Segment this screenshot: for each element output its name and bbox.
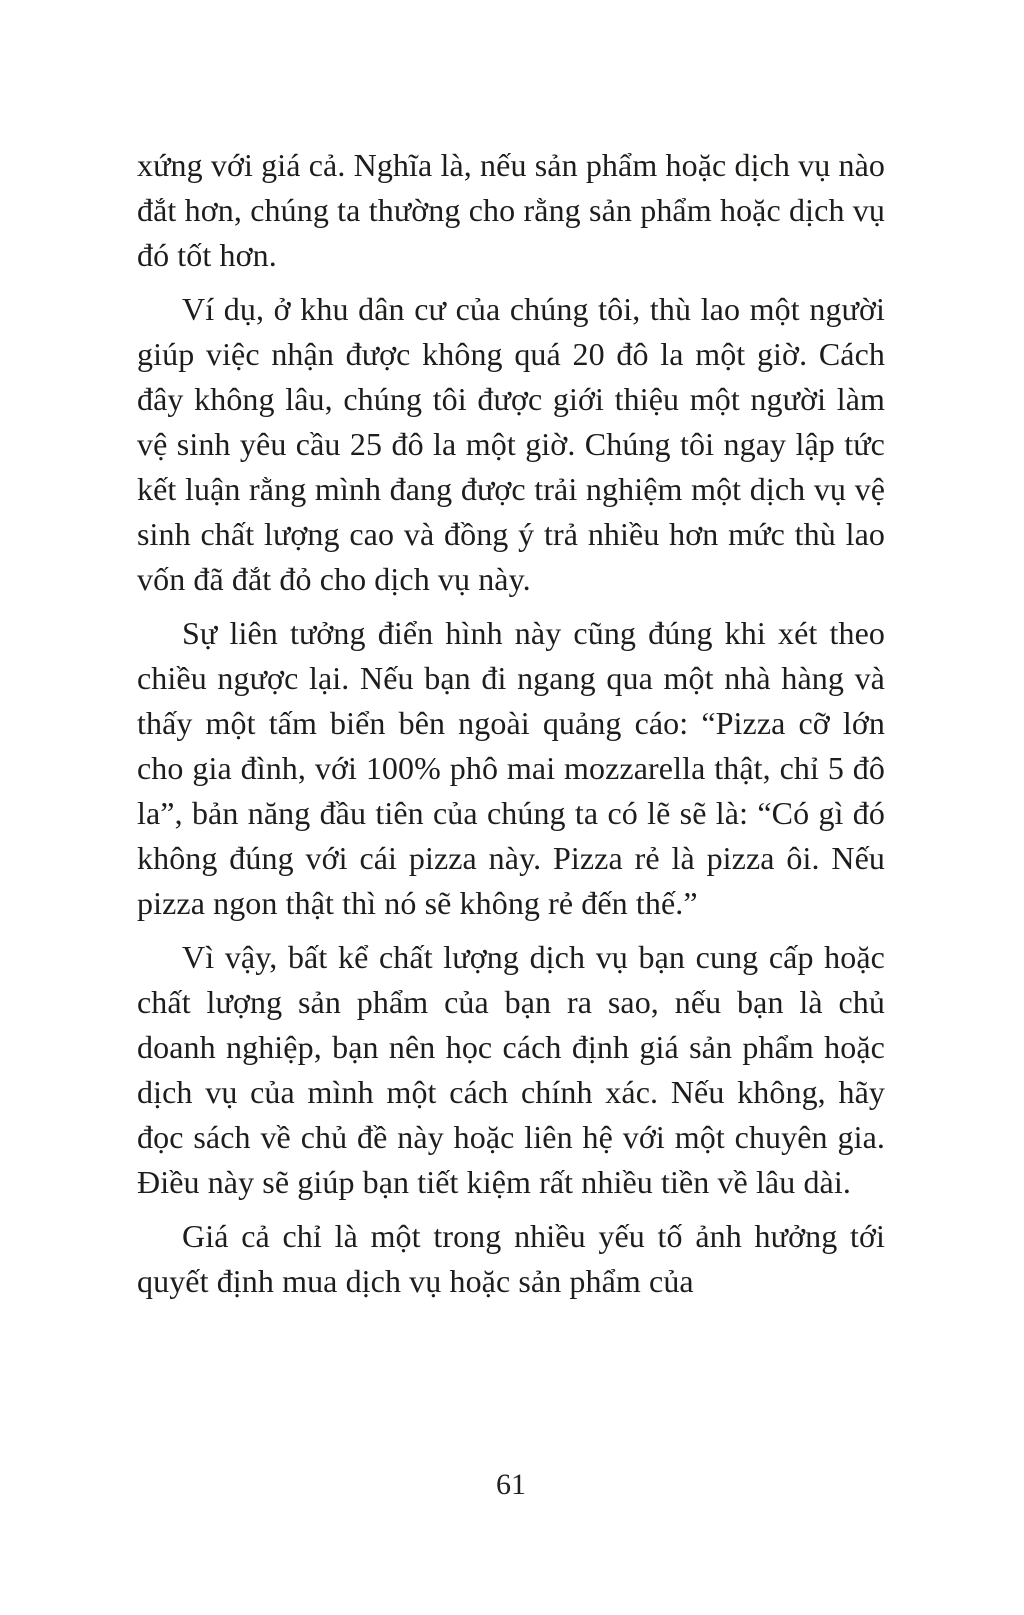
paragraph: Giá cả chỉ là một trong nhiều yếu tố ảnh hưởng tới quyết định mua dịch vụ hoặc sản phẩm của (137, 1218, 885, 1299)
paragraph: Ví dụ, ở khu dân cư của chúng tôi, thù lao một người giúp việc nhận được không quá 20 đô la một giờ. Cách đây không lâu, chúng tôi được giới thiệu một người làm vệ sinh yêu cầu 25 đô la một giờ. Chúng tôi ngay lập tức kết luận rằng mình đang được trải nghiệm một dịch vụ vệ sinh chất lượng cao và đồng ý trả nhiều hơn mức thù lao vốn đã đắt đỏ cho dịch vụ này. (137, 291, 885, 597)
paragraph: Vì vậy, bất kể chất lượng dịch vụ bạn cung cấp hoặc chất lượng sản phẩm của bạn ra sao, nếu bạn là chủ doanh nghiệp, bạn nên học cách định giá sản phẩm hoặc dịch vụ của mình một cách chính xác. Nếu không, hãy đọc sách về chủ đề này hoặc liên hệ với một chuyên gia. Điều này sẽ giúp bạn tiết kiệm rất nhiều tiền về lâu dài. (137, 939, 885, 1200)
page-number: 61 (496, 1468, 526, 1501)
paragraph: Sự liên tưởng điển hình này cũng đúng khi xét theo chiều ngược lại. Nếu bạn đi ngang qua một nhà hàng và thấy một tấm biển bên ngoài quảng cáo: “Pizza cỡ lớn cho gia đình, với 100% phô mai mozzarella thật, chỉ 5 đô la”, bản năng đầu tiên của chúng ta có lẽ sẽ là: “Có gì đó không đúng với cái pizza này. Pizza rẻ là pizza ôi. Nếu pizza ngon thật thì nó sẽ không rẻ đến thế.” (137, 615, 885, 921)
paragraph-continuation: xứng với giá cả. Nghĩa là, nếu sản phẩm hoặc dịch vụ nào đắt hơn, chúng ta thường cho rằng sản phẩm hoặc dịch vụ đó tốt hơn. (137, 147, 885, 273)
page-text (137, 143, 885, 1304)
